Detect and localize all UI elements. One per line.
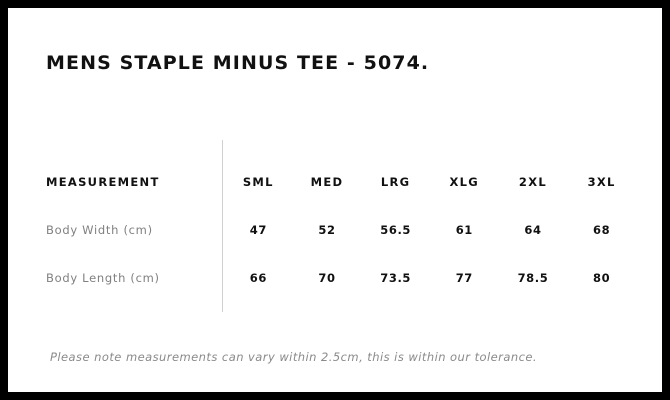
column-header-med: MED	[310, 175, 344, 189]
cell-body-length-3xl: 80	[593, 271, 611, 285]
page-title: MENS STAPLE MINUS TEE - 5074.	[46, 52, 430, 74]
row-label-body-length: Body Length (cm)	[46, 271, 160, 285]
cell-body-width-2xl: 64	[524, 223, 542, 237]
cell-body-length-med: 70	[318, 271, 336, 285]
table-row	[46, 206, 636, 254]
column-header-lrg: LRG	[380, 175, 411, 189]
column-header-3xl: 3XL	[587, 175, 616, 189]
cell-body-length-sml: 66	[249, 271, 267, 285]
cell-body-width-med: 52	[318, 223, 336, 237]
cell-body-width-3xl: 68	[593, 223, 611, 237]
table-header-row	[46, 158, 636, 206]
column-header-sml: SML	[242, 175, 274, 189]
cell-body-width-sml: 47	[249, 223, 267, 237]
tolerance-note: Please note measurements can vary within 2.5cm, this is within our tolerance.	[50, 350, 537, 364]
cell-body-length-2xl: 78.5	[517, 271, 549, 285]
column-header-2xl: 2XL	[518, 175, 547, 189]
cell-body-length-lrg: 73.5	[380, 271, 412, 285]
cell-body-width-lrg: 56.5	[380, 223, 412, 237]
column-header-xlg: XLG	[449, 175, 480, 189]
cell-body-width-xlg: 61	[455, 223, 473, 237]
size-chart-page	[8, 8, 662, 392]
cell-body-length-xlg: 77	[455, 271, 473, 285]
column-header-measurement: MEASUREMENT	[46, 175, 160, 189]
table-row	[46, 254, 636, 302]
row-label-body-width: Body Width (cm)	[46, 223, 153, 237]
size-chart-table	[46, 158, 636, 302]
